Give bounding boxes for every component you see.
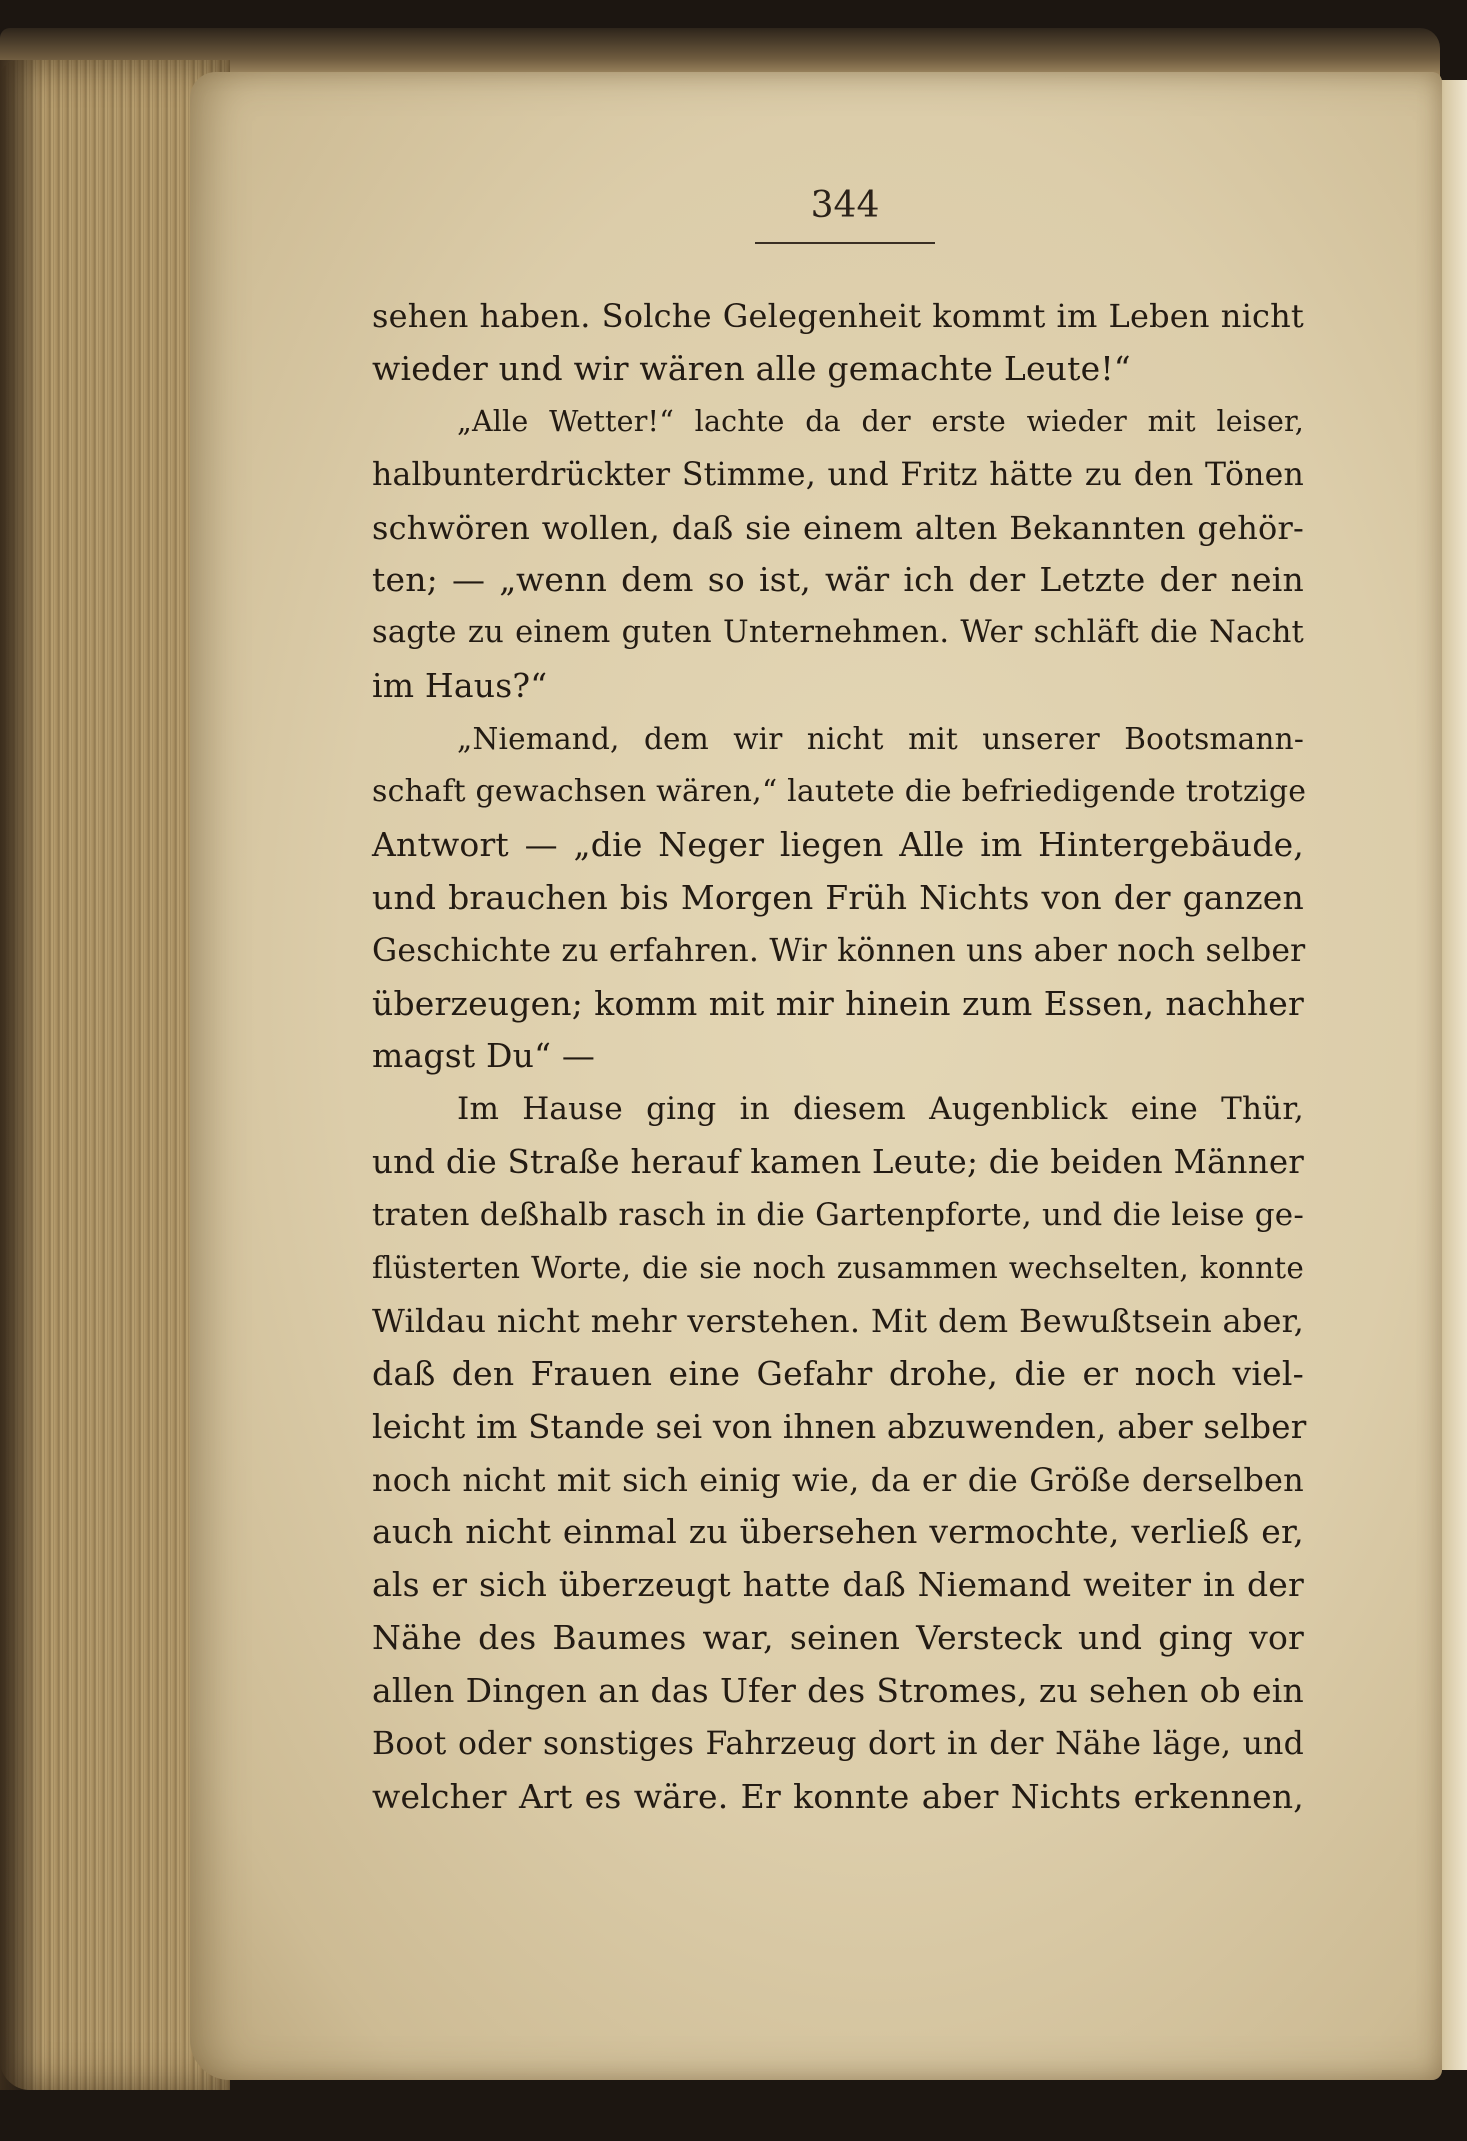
text-line: Im Hause ging in diesem Augenblick eine Thür, (457, 1091, 1304, 1128)
text-line: wieder und wir wären alle gemachte Leute!“ (372, 348, 1131, 388)
text-line: sehen haben. Solche Gelegenheit kommt im Leben nicht (372, 297, 1304, 335)
text-line: schaft gewachsen wären,“ lautete die befriedigende trotzige (372, 774, 1307, 810)
text-line: daß den Frauen eine Gefahr drohe, die er noch viel- (372, 1353, 1304, 1393)
text-line: Antwort — „die Neger liegen Alle im Hintergebäude, (372, 824, 1304, 864)
text-line: noch nicht mit sich einig wie, da er die Größe derselben (372, 1460, 1304, 1499)
text-line: schwören wollen, daß sie einem alten Bekannten gehör- (372, 508, 1304, 547)
text-line: allen Dingen an das Ufer des Stromes, zu sehen ob ein (372, 1671, 1304, 1711)
text-line: sagte zu einem guten Unternehmen. Wer schläft die Nacht (372, 615, 1304, 651)
text-line: und brauchen bis Morgen Früh Nichts von der ganzen (372, 877, 1304, 917)
page-number: 344 (810, 185, 880, 226)
text-line: halbunterdrückter Stimme, und Fritz hätte zu den Tönen (372, 456, 1304, 493)
page-stack-shadow (0, 60, 40, 2090)
text-line: und die Straße herauf kamen Leute; die beiden Männer (372, 1143, 1304, 1182)
text-line: Geschichte zu erfahren. Wir können uns aber noch selber (372, 932, 1306, 969)
text-line: magst Du“ — (372, 1036, 596, 1076)
page-text (372, 290, 1307, 1824)
header-rule (755, 242, 935, 244)
text-line: auch nicht einmal zu übersehen vermochte, verließ er, (372, 1512, 1304, 1552)
text-line: welcher Art es wäre. Er konnte aber Nichts erkennen, (372, 1776, 1304, 1816)
text-line: traten deßhalb rasch in die Gartenpforte, und die leise ge- (372, 1197, 1304, 1234)
text-line: leicht im Stande sei von ihnen abzuwenden, aber selber (372, 1407, 1307, 1446)
text-line: als er sich überzeugt hatte daß Niemand weiter in der (372, 1565, 1304, 1605)
text-line: Nähe des Baumes war, seinen Versteck und ging vor (372, 1618, 1304, 1658)
text-line: Boot oder sonstiges Fahrzeug dort in der Nähe läge, und (372, 1726, 1304, 1763)
text-line: überzeugen; komm mit mir hinein zum Essen, nachher (372, 983, 1304, 1023)
text-line: „Alle Wetter!“ lachte da der erste wieder mit leiser, (457, 404, 1304, 438)
text-line: „Niemand, dem wir nicht mit unserer Bootsmann- (457, 722, 1304, 757)
text-line: im Haus?“ (372, 666, 548, 706)
text-line: Wildau nicht mehr verstehen. Mit dem Bewußtsein aber, (372, 1301, 1304, 1340)
text-line: flüsterten Worte, die sie noch zusammen wechselten, konnte (372, 1251, 1304, 1286)
text-line: ten; — „wenn dem so ist, wär ich der Letzte der nein (372, 560, 1304, 600)
